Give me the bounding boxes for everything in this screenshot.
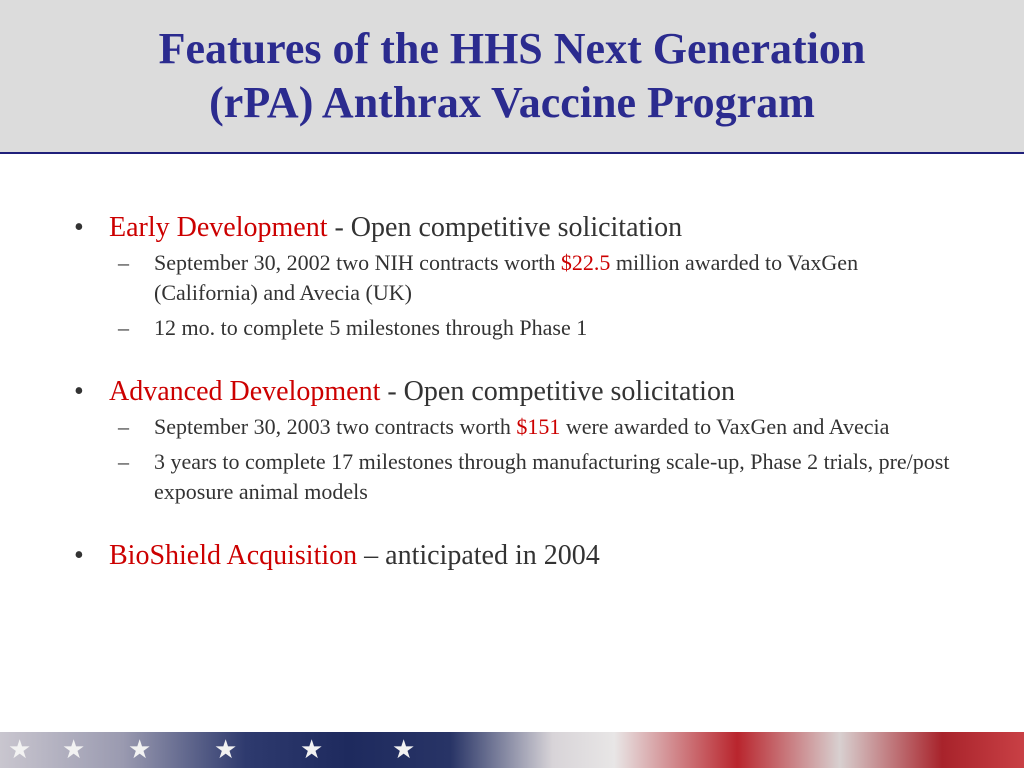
bullet-icon: • [74,376,84,407]
bullet-text: - Open competitive solicitation [380,376,735,407]
sub-bullet-amount: $22.5 [560,250,611,275]
bullet-heading: Early Development [109,212,328,243]
bullet-text: - Open competitive solicitation [327,212,683,243]
bullet-heading: BioShield Acquisition [109,540,358,571]
star-icon: ★ [62,735,86,765]
bullet-bioshield-acquisition [74,536,954,576]
sub-bullet-text-end: million awarded to VaxGen (California) and Avecia (UK) [154,250,859,305]
sub-bullet [109,412,954,442]
sub-bullet [109,447,954,507]
title-divider [0,152,1024,154]
bullet-icon: • [74,540,84,571]
slide-title-line-2: (rPA) Anthrax Vaccine Program [209,78,815,127]
slide-body [74,208,954,576]
star-icon: ★ [8,735,32,765]
sub-bullet-text: September 30, 2002 two NIH contracts worth [154,250,561,275]
slide-title-line-1: Features of the HHS Next Generation [158,24,866,73]
bullet-advanced-development [74,372,954,412]
sub-bullet-text-end: were awarded to VaxGen and Avecia [560,414,890,439]
dash-icon: – [118,315,129,340]
bullet-heading: Advanced Development [109,376,381,407]
slide-title [0,22,1024,130]
dash-icon: – [118,250,129,275]
dash-icon: – [118,414,129,439]
sub-bullet [109,248,954,308]
star-icon: ★ [392,735,416,765]
american-flag-image [0,732,1024,768]
bullet-text: – anticipated in 2004 [357,540,600,571]
sub-bullet-text: September 30, 2003 two contracts worth [154,414,517,439]
star-icon: ★ [128,735,152,765]
star-icon: ★ [214,735,238,765]
sub-bullet-amount: $151 [516,414,561,439]
sub-bullet-text: 3 years to complete 17 milestones through manufacturing scale-up, Phase 2 trials, pre/post exposure animal models [154,449,950,504]
bullet-early-development [74,208,954,248]
dash-icon: – [118,449,129,474]
star-icon: ★ [300,735,324,765]
sub-bullet [109,313,954,343]
bullet-icon: • [74,212,84,243]
sub-bullet-text: 12 mo. to complete 5 milestones through Phase 1 [154,315,588,340]
